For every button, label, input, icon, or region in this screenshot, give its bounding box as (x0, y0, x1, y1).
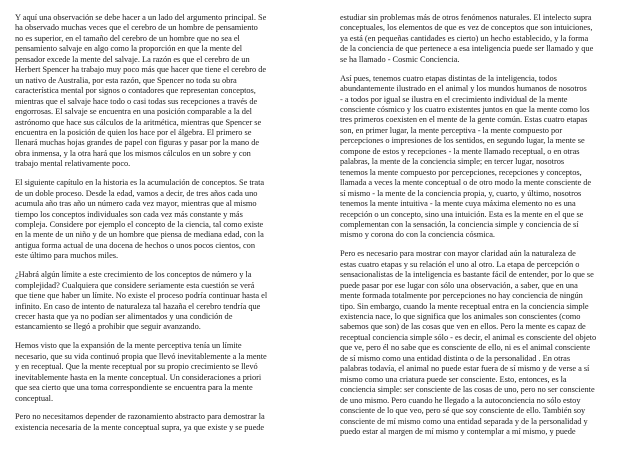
text-line: sabemos que son) de las cosas que ven en ellos. Pero la mente es capaz de (340, 322, 586, 332)
text-line: tiempo los conceptos individuales son cada vez más constante y más (15, 209, 243, 219)
paragraph (15, 341, 307, 404)
text-line: un nativo de Australia, por esta razón, que Spencer no toda su obra (15, 75, 237, 85)
text-line: llamada a veces la mente conceptual o de otro modo la mente consciente de (340, 178, 592, 188)
text-line: compleja. Considere por ejemplo el concepto de la ciencia, tal como existe (15, 220, 264, 229)
text-line: Así pues, tenemos cuatro etapas distintas de la inteligencia, todos (340, 73, 557, 83)
text-line: infinito. En caso de intento de naturaleza tal hazaña el cerebro tendría que (15, 301, 261, 311)
text-line: tenemos la mente compuesto por percepciones, recepciones y conceptos, (340, 167, 582, 177)
text-line: inevitablemente hasta en la mente conceptual. Un consideraciones a priori (15, 372, 262, 382)
text-line: en la mente de un niño y de un hombre que piensa de mediana edad, con la (15, 230, 264, 240)
right-column (340, 13, 632, 446)
text-line: que tiene que haber un límite. No existe el proceso podría continuar hasta el (15, 291, 268, 301)
text-line: llenará muchas hojas grandes de papel con figuras y pasar por la mano de (15, 138, 260, 148)
text-line: de la conciencia de que pertenece a esa inteligencia puede ser llamado y que (340, 44, 594, 54)
text-line: receptual conciencia simple sólo - es decir, el animal es consciente del objeto (340, 332, 597, 342)
text-line: conciencia simple: ser consciente de las cosas de uno, pero no ser consciente (340, 385, 595, 395)
text-line: necesario, que su vida continuó propia que llevó inevitablemente a la mente (15, 351, 267, 361)
text-line: estas cuatro etapas y su relación el uno al otro. La etapa de percepción o (340, 259, 580, 269)
text-line: encuentra en la posición de quien los hace por el álgebra. El primero se (15, 127, 252, 137)
text-line: recepción o un concepto, sino una intuición. Esta es la mente en el que se (340, 209, 584, 219)
text-line: puede pasar por ese lugar con sólo una observación, a saber, que en una (340, 280, 578, 290)
text-line: - a todos por igual se ilustra en el crecimiento individual de la mente (340, 94, 568, 104)
text-line: pensamiento salvaje en algo como la proporción en que la mente del (15, 44, 243, 54)
text-line: obra inmensa, y la otra hará que los mismos cálculos en un sobre y con (15, 148, 251, 158)
paragraph (15, 412, 307, 433)
text-line: pensador excede la mente del salvaje. La razón es que el cerebro de un (15, 54, 250, 64)
paragraph (340, 13, 632, 65)
text-line: consciente cósmico y los cuatro existentes juntos en que la mente como los (340, 105, 590, 115)
paragraph (15, 270, 307, 333)
text-line: trabajo mental relativamente poco. (15, 159, 131, 169)
text-line: ¿Habrá algún límite a este crecimiento de los conceptos de número y la (15, 270, 252, 280)
paragraph (340, 249, 632, 437)
text-line: crecer hasta que ya no podían ser alimentados y una condición de (15, 312, 233, 322)
left-column (15, 13, 307, 442)
text-line: compone de estos y recepciones - la mente llamado receptual, o en otras (340, 146, 580, 156)
text-line: consciente de lo que veo, pero sé que soy consciente de ello. También soy (340, 406, 586, 416)
text-line: complementan con la sensación, la conciencia simple y conciencia de sí (340, 220, 579, 229)
text-line: y en receptual. Que la mente receptual por su propio crecimiento se llevó (15, 362, 258, 372)
text-line: ya está (en pequeñas cantidades es cierto) un hecho establecido, y la forma (340, 33, 589, 43)
text-line: astrónomo que hace sus cálculos de la aritmética, mientras que Spencer se (15, 117, 262, 127)
text-line: palabras todavía, el animal no puede estar fuera de sí mismo y de verse a sí (340, 364, 590, 374)
text-line: engorrosas. El salvaje se encuentra en una posición comparable a la del (15, 107, 252, 117)
text-line: existencia necesaria de la mente conceptual supra, ya que existe y se puede (15, 422, 265, 432)
text-line: Y aquí una observación se debe hacer a un lado del argumento principal. Se (15, 13, 267, 22)
text-line: mientras que el salvaje hace todo o casi todas sus recepciones a través de (15, 96, 258, 106)
text-line: mente formada totalmente por percepciones no hay conciencia de ningún (340, 291, 583, 301)
text-line: este último para muchos miles. (15, 251, 119, 261)
text-line: tres primeros coexisten en el mente de la gente común. Estas cuatro etapas (340, 115, 588, 125)
text-line: Herbert Spencer ha trabajo muy poco más que hacer que tiene el cerebro de (15, 65, 267, 75)
text-line: Pero es necesario para mostrar con mayor claridad aún la naturaleza de (340, 249, 576, 259)
text-line: mismo y corona do con la conciencia cósmica. (340, 230, 495, 240)
text-line: de un doble proceso. Desde la edad, vamos a decir, de tres años cada uno (15, 188, 258, 198)
text-line: son, en primer lugar, la mente perceptiva - la mente compuesto por (340, 125, 563, 135)
text-line: antigua forma actual de una docena de hechos o unos pocos cientos, con (15, 240, 255, 250)
text-line: tenemos la mente intuitiva - la mente cuya máxima elemento no es una (340, 199, 576, 209)
text-line: tipo. Sin embargo, cuando la mente receptual entra en la conciencia simple (340, 301, 589, 311)
text-line: existencia nace, lo que significa que los animales son conscientes (como (340, 312, 581, 322)
text-line: mismo como una criatura puede ser consciente. Esto, entonces, es la (340, 374, 567, 384)
text-line: conceptuales, los elementos de que es vez de conceptos que son intuiciones, (340, 23, 593, 33)
text-line: de sí mismo como una entidad distinta o de la personalidad . En otras (340, 353, 571, 363)
text-line: ha observado muchas veces que el cerebro de un hombre de pensamiento (15, 23, 258, 33)
text-line: conceptual. (15, 393, 54, 403)
text-line: complejidad? Cualquiera que considere seriamente esta cuestión se verá (15, 280, 255, 290)
text-line: percepciones o impresiones de los sentidos, en segundo lugar, la mente se (340, 136, 585, 146)
text-line: acumula año tras año un número cada vez mayor, mientras que al mismo (15, 199, 257, 209)
text-line: que sea cierto que una toma correspondiente se encuentra para la mente (15, 383, 253, 393)
text-line: característica mental por signos o contadores que representan conceptos, (15, 86, 256, 96)
text-line: estudiar sin problemas más de otros fenómenos naturales. El intelecto supra (340, 13, 592, 22)
text-line: abundantemente ilustrado en el animal y los mundos humanos de nosotros (340, 84, 587, 94)
paragraph (15, 178, 307, 262)
text-line: sí mismo - la mente de la conciencia propia, y, cuarto, y último, nosotros (340, 188, 582, 198)
text-line: estancamiento se llegó a prohibir que seguir avanzando. (15, 322, 201, 332)
text-line: El siguiente capítulo en la historia es la acumulación de conceptos. Se trata (15, 178, 265, 188)
text-line: Pero no necesitamos depender de razonamiento abstracto para demostrar la (15, 412, 265, 422)
paragraph (15, 13, 307, 170)
text-line: que ve, pero él no sabe que es consciente de ello, ni es el animal consciente (340, 343, 591, 353)
text-line: de uno mismo. Pero cuando he llegado a la autoconciencia no sólo estoy (340, 395, 581, 405)
paragraph (340, 74, 632, 241)
text-line: Hemos visto que la expansión de la mente perceptiva tenía un límite (15, 341, 242, 351)
text-line: consciente de mí mismo como una entidad separada y de la personalidad y (340, 416, 588, 426)
text-line: no es superior, en el tamaño del cerebro de un hombre que no sea el (15, 33, 240, 43)
text-line: palabras, la mente de la conciencia simple; en tercer lugar, nosotros (340, 157, 565, 167)
text-line: sensacionalistas de la inteligencia es bastante fácil de entender, por lo que se (340, 270, 594, 280)
text-line: puedo estar al margen de mí mismo y contemplar a mí mismo, y puede (340, 427, 576, 436)
text-line: se ha llamado - Cosmic Conciencia. (340, 54, 460, 64)
